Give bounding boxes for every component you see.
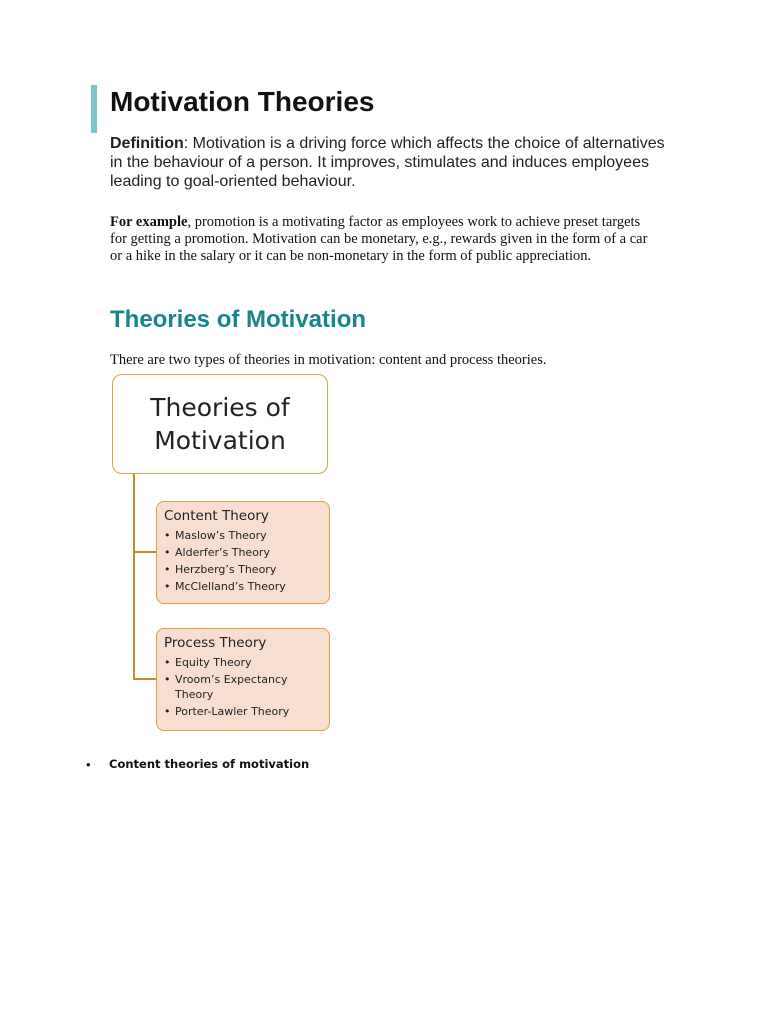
- example-term: For example: [110, 214, 188, 230]
- process-theory-list: [164, 656, 321, 719]
- intro-paragraph: There are two types of theories in motivation: content and process theories.: [110, 352, 547, 368]
- example-text: , promotion is a motivating factor as employees work to achieve preset targets for getting a promotion. Motivation can be monetary, e.g., rewards given in the form of a car or a hike in the salary or it can be non-monetary in the form of public appreciation.: [110, 214, 648, 264]
- content-theory-title: Content Theory: [164, 508, 269, 524]
- content-theories-bullet: [86, 756, 309, 772]
- section-heading: Theories of Motivation: [110, 306, 367, 333]
- diagram-root-box: [112, 374, 328, 474]
- list-item: • Alderfer’s Theory: [164, 546, 321, 561]
- list-item: • McClelland’s Theory: [164, 580, 321, 595]
- bullet-dot-icon: •: [86, 756, 91, 772]
- diagram-connector-vertical: [133, 474, 135, 679]
- bullet-text: Content theories of motivation: [109, 757, 310, 771]
- content-theory-list: [164, 529, 321, 595]
- list-item: • Vroom’s Expectancy Theory: [164, 673, 321, 702]
- diagram-connector-content: [133, 551, 156, 553]
- process-theory-title: Process Theory: [164, 635, 267, 651]
- definition-paragraph: [110, 134, 670, 191]
- example-paragraph: [110, 214, 650, 265]
- title-accent-bar: [91, 85, 97, 133]
- definition-text: : Motivation is a driving force which affects the choice of alternatives in the behaviour of a person. It improves, stimulates and induces employees leading to goal-oriented behaviour.: [110, 135, 665, 190]
- list-item: • Maslow’s Theory: [164, 529, 321, 544]
- process-theory-box: [156, 628, 330, 731]
- diagram-root-label: Theories of Motivation: [150, 393, 290, 455]
- definition-term: Definition: [110, 135, 184, 152]
- list-item: • Porter-Lawler Theory: [164, 705, 321, 720]
- content-theory-box: [156, 501, 330, 604]
- list-item: • Herzberg’s Theory: [164, 563, 321, 578]
- diagram-connector-process: [133, 678, 156, 680]
- list-item: • Equity Theory: [164, 656, 321, 671]
- page-title: Motivation Theories: [110, 86, 375, 117]
